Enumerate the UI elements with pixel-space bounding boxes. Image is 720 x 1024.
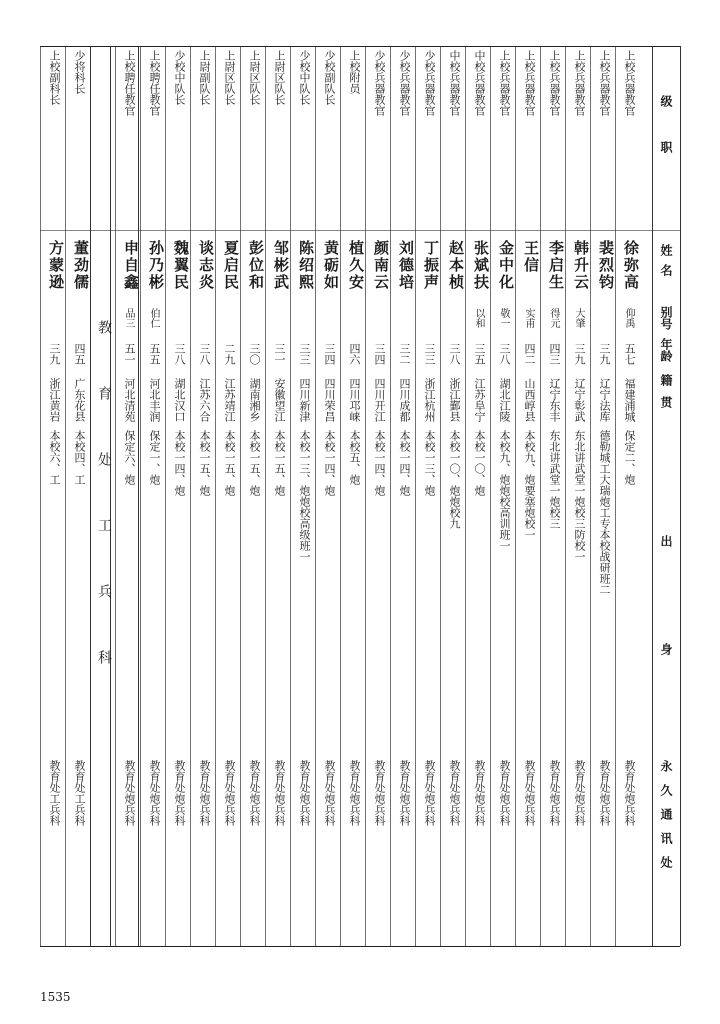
record-address: 教育处炮兵科 <box>598 760 611 826</box>
record-age: 三四 <box>323 343 336 365</box>
name-divider <box>40 230 680 231</box>
header-rank: 级职 <box>659 95 673 187</box>
record-rank: 少将科长 <box>73 50 86 94</box>
record-origin: 福建浦城 <box>623 378 636 422</box>
record-column-rule <box>215 46 216 946</box>
record-origin: 河北清苑 <box>123 378 136 422</box>
record-education: 保定二、炮 <box>623 430 636 485</box>
record-name: 方蒙逊 <box>47 240 65 291</box>
record-rank: 上尉副队长 <box>198 50 211 105</box>
record-origin: 山西崞县 <box>523 378 536 422</box>
record-origin: 辽宁法库 <box>598 378 611 422</box>
record-name: 申自鑫 <box>122 240 140 291</box>
record-column-rule <box>540 46 541 946</box>
record-education: 本校六、工 <box>48 430 61 485</box>
record-rank: 中校兵器教官 <box>473 50 486 116</box>
record-address: 教育处炮兵科 <box>448 760 461 826</box>
record-address: 教育处工兵科 <box>73 760 86 826</box>
record-column-rule <box>40 46 41 946</box>
record-name: 丁振声 <box>422 240 440 291</box>
banner-char-1: 教 <box>96 320 112 334</box>
record-rank: 上校兵器教官 <box>598 50 611 116</box>
banner-char-3: 处 <box>96 452 112 466</box>
record-rank: 中校兵器教官 <box>448 50 461 116</box>
record-age: 五七 <box>623 343 636 365</box>
record-address: 教育处炮兵科 <box>548 760 561 826</box>
record-age: 三八 <box>173 343 186 365</box>
record-address: 教育处炮兵科 <box>323 760 336 826</box>
record-address: 教育处炮兵科 <box>173 760 186 826</box>
record-address: 教育处炮兵科 <box>223 760 236 826</box>
record-education: 本校一三、炮炮校高级班一 <box>298 430 311 562</box>
record-age: 三九 <box>48 343 61 365</box>
record-age: 四三 <box>548 343 561 365</box>
record-name: 植久安 <box>347 240 365 291</box>
record-address: 教育处炮兵科 <box>248 760 261 826</box>
record-age: 四五 <box>73 343 86 365</box>
record-education: 本校一〇、炮炮校九 <box>448 430 461 529</box>
record-rank: 上校兵器教官 <box>498 50 511 116</box>
record-alias: 得元 <box>548 308 559 328</box>
header-address: 永久通讯处 <box>659 760 673 880</box>
record-rank: 上校聘任教官 <box>148 50 161 116</box>
record-age: 三五 <box>473 343 486 365</box>
record-name: 裴烈钧 <box>597 240 615 291</box>
record-address: 教育处炮兵科 <box>148 760 161 826</box>
record-name: 孙乃彬 <box>147 240 165 291</box>
record-origin: 江苏靖江 <box>223 378 236 422</box>
header-origin: 籍贯 <box>659 374 673 418</box>
top-rule <box>40 46 680 47</box>
record-address: 教育处炮兵科 <box>523 760 536 826</box>
record-origin: 湖北江陵 <box>498 378 511 422</box>
record-rank: 少校中队长 <box>173 50 186 105</box>
record-column-rule <box>390 46 391 946</box>
record-rank: 上尉区队长 <box>273 50 286 105</box>
record-column-rule <box>240 46 241 946</box>
record-rank: 上尉区队长 <box>223 50 236 105</box>
record-address: 教育处炮兵科 <box>573 760 586 826</box>
record-origin: 辽宁彰武 <box>573 378 586 422</box>
record-education: 本校四、工 <box>73 430 86 485</box>
record-name: 董劲儒 <box>72 240 90 291</box>
record-age: 三八 <box>198 343 211 365</box>
record-address: 教育处炮兵科 <box>298 760 311 826</box>
record-origin: 四川荣昌 <box>323 378 336 422</box>
record-age: 三八 <box>498 343 511 365</box>
record-education: 东北讲武堂一炮校三 <box>548 430 561 529</box>
record-column-rule <box>615 46 616 946</box>
record-rank: 少校兵器教官 <box>398 50 411 116</box>
record-origin: 四川新津 <box>298 378 311 422</box>
record-rank: 上校兵器教官 <box>548 50 561 116</box>
record-rank: 少校兵器教官 <box>373 50 386 116</box>
record-column-rule <box>365 46 366 946</box>
record-origin: 江苏六合 <box>198 378 211 422</box>
record-age: 五一 <box>123 343 136 365</box>
record-origin: 四川成都 <box>398 378 411 422</box>
record-name: 韩升云 <box>572 240 590 291</box>
header-alias: 别号 <box>659 306 673 330</box>
banner-char-4: 工 <box>96 518 112 532</box>
record-education: 本校九、炮炮校高训班一 <box>498 430 511 551</box>
record-name: 夏启民 <box>222 240 240 291</box>
record-origin: 浙江鄞县 <box>448 378 461 422</box>
record-name: 李启生 <box>547 240 565 291</box>
record-column-rule <box>190 46 191 946</box>
record-age: 三〇 <box>248 343 261 365</box>
record-age: 三二 <box>398 343 411 365</box>
record-origin: 安徽望江 <box>273 378 286 422</box>
page-number: 1535 <box>40 990 71 1004</box>
record-rank: 上校聘任教官 <box>123 50 136 116</box>
header-age: 年龄 <box>659 338 673 362</box>
record-alias: 敬一 <box>498 308 509 328</box>
record-address: 教育处炮兵科 <box>498 760 511 826</box>
record-rank: 上校兵器教官 <box>623 50 636 116</box>
record-column-rule <box>340 46 341 946</box>
record-address: 教育处炮兵科 <box>348 760 361 826</box>
record-education: 本校一〇、炮 <box>473 430 486 496</box>
record-name: 赵本桢 <box>447 240 465 291</box>
record-origin: 湖南湘乡 <box>248 378 261 422</box>
record-origin: 广东花县 <box>73 378 86 422</box>
record-education: 本校一五、炮 <box>248 430 261 496</box>
record-education: 本校一五、炮 <box>223 430 236 496</box>
record-rank: 少校中队长 <box>298 50 311 105</box>
record-name: 谈志炎 <box>197 240 215 291</box>
record-age: 二九 <box>223 343 236 365</box>
record-education: 德勒城工大瑞炮工专本校战研班二 <box>598 430 611 595</box>
record-name: 颜南云 <box>372 240 390 291</box>
record-rank: 上校副科长 <box>48 50 61 105</box>
record-education: 保定六、炮 <box>123 430 136 485</box>
record-address: 教育处炮兵科 <box>623 760 636 826</box>
record-column-rule <box>415 46 416 946</box>
record-origin: 浙江杭州 <box>423 378 436 422</box>
record-name: 金中化 <box>497 240 515 291</box>
record-column-rule <box>65 46 66 946</box>
header-left-rule <box>652 46 653 946</box>
record-education: 保定一、炮 <box>148 430 161 485</box>
record-alias: 实甫 <box>523 308 534 328</box>
record-education: 本校九、炮要塞炮校一 <box>523 430 536 540</box>
record-name: 刘德培 <box>397 240 415 291</box>
record-alias: 仰禹 <box>623 308 634 328</box>
record-age: 三四 <box>373 343 386 365</box>
banner-char-2: 育 <box>96 386 112 400</box>
record-rank: 上校附员 <box>348 50 361 94</box>
record-column-rule <box>265 46 266 946</box>
record-address: 教育处炮兵科 <box>273 760 286 826</box>
record-column-rule <box>290 46 291 946</box>
record-alias: 大肇 <box>573 308 584 328</box>
record-rank: 少校副队长 <box>323 50 336 105</box>
record-origin: 江苏阜宁 <box>473 378 486 422</box>
record-column-rule <box>515 46 516 946</box>
record-education: 本校一五、炮 <box>198 430 211 496</box>
banner-left-rule <box>110 46 111 946</box>
record-rank: 上尉区队长 <box>248 50 261 105</box>
record-age: 三三 <box>423 343 436 365</box>
record-origin: 浙江黄岩 <box>48 378 61 422</box>
record-column-rule <box>115 46 116 946</box>
record-education: 本校一四、炮 <box>398 430 411 496</box>
record-address: 教育处炮兵科 <box>398 760 411 826</box>
banner-char-5: 兵 <box>96 584 112 598</box>
record-alias: 伯仁 <box>148 308 159 328</box>
record-origin: 四川开江 <box>373 378 386 422</box>
record-education: 本校一四、炮 <box>373 430 386 496</box>
record-address: 教育处炮兵科 <box>373 760 386 826</box>
record-origin: 四川邛崃 <box>348 378 361 422</box>
record-age: 三三 <box>298 343 311 365</box>
record-origin: 湖北汉口 <box>173 378 186 422</box>
record-column-rule <box>590 46 591 946</box>
record-name: 徐弥高 <box>622 240 640 291</box>
record-column-rule <box>140 46 141 946</box>
record-column-rule <box>440 46 441 946</box>
record-rank: 上校兵器教官 <box>573 50 586 116</box>
record-column-rule <box>465 46 466 946</box>
record-origin: 辽宁东丰 <box>548 378 561 422</box>
banner-right-rule <box>138 46 139 946</box>
record-address: 教育处炮兵科 <box>423 760 436 826</box>
header-name: 姓名 <box>659 244 673 284</box>
record-education: 本校五、炮 <box>348 430 361 485</box>
record-address: 教育处炮兵科 <box>473 760 486 826</box>
record-address: 教育处炮兵科 <box>123 760 136 826</box>
record-age: 四六 <box>348 343 361 365</box>
frame-right-rule <box>680 46 681 946</box>
record-age: 三一 <box>273 343 286 365</box>
record-column-rule <box>165 46 166 946</box>
record-address: 教育处炮兵科 <box>198 760 211 826</box>
record-name: 彭位和 <box>247 240 265 291</box>
record-rank: 少校兵器教官 <box>423 50 436 116</box>
record-education: 本校一五、炮 <box>273 430 286 496</box>
record-education: 本校一三、炮 <box>423 430 436 496</box>
record-age: 五五 <box>148 343 161 365</box>
record-origin: 河北丰润 <box>148 378 161 422</box>
record-age: 三九 <box>573 343 586 365</box>
record-age: 三九 <box>598 343 611 365</box>
record-name: 魏翼民 <box>172 240 190 291</box>
banner-char-6: 科 <box>96 650 112 664</box>
record-age: 三八 <box>448 343 461 365</box>
record-column-rule <box>565 46 566 946</box>
record-name: 王信 <box>522 240 540 274</box>
record-education: 东北讲武堂一炮校三防校一 <box>573 430 586 562</box>
record-name: 黄砺如 <box>322 240 340 291</box>
record-rank: 上校兵器教官 <box>523 50 536 116</box>
record-name: 邹彬武 <box>272 240 290 291</box>
record-column-rule <box>490 46 491 946</box>
record-education: 本校一四、炮 <box>173 430 186 496</box>
record-age: 四二 <box>523 343 536 365</box>
record-education: 本校一四、炮 <box>323 430 336 496</box>
record-alias: 品三 <box>123 308 134 328</box>
record-name: 陈绍熙 <box>297 240 315 291</box>
record-address: 教育处工兵科 <box>48 760 61 826</box>
banner-left-rule-2 <box>90 46 91 946</box>
record-column-rule <box>315 46 316 946</box>
record-name: 张斌扶 <box>472 240 490 291</box>
header-education: 出身 <box>659 535 673 751</box>
record-alias: 以和 <box>473 308 484 328</box>
bottom-rule <box>40 946 680 947</box>
